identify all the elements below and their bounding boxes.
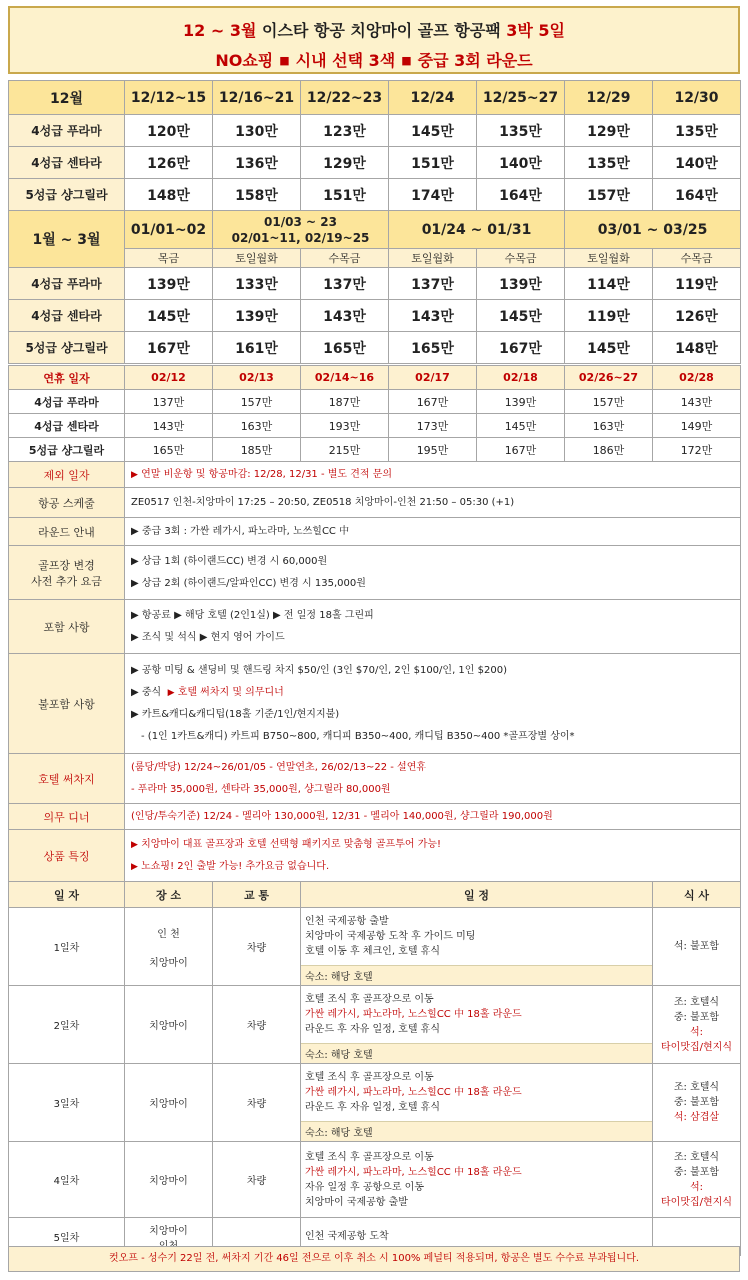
weekday-header: 목금 xyxy=(125,249,213,268)
holiday-price-table xyxy=(8,365,741,462)
price-cell: 140만 xyxy=(477,147,565,179)
price-cell: 187만 xyxy=(301,390,389,414)
place-cell: 치앙마이 xyxy=(125,1218,213,1256)
price-cell: 195만 xyxy=(389,438,477,462)
holiday-label: 연휴 일자 xyxy=(9,366,125,390)
jan-mar-price-table xyxy=(8,210,741,364)
arrow-icon: ▶ xyxy=(174,609,182,621)
date-header: 12/30 xyxy=(653,81,741,115)
hotel-name: 5성급 샹그릴라 xyxy=(9,332,125,364)
transport-cell: 차량 xyxy=(213,1064,301,1142)
price-cell: 148만 xyxy=(653,332,741,364)
meal-cell: 조: 호텔식 중: 불포함 석: 삼겹살 xyxy=(653,1064,741,1142)
price-cell: 193만 xyxy=(301,414,389,438)
price-cell: 139만 xyxy=(213,300,301,332)
day-label: 4일차 xyxy=(9,1142,125,1218)
hotel-name: 4성급 센타라 xyxy=(9,414,125,438)
meal-cell: 석: 불포함 xyxy=(653,908,741,986)
holiday-date: 02/17 xyxy=(389,366,477,390)
arrow-icon: ▶ xyxy=(131,631,139,643)
info-value: ▶ 공항 미팅 & 샌딩비 및 핸드링 차지 $50/인 (3인 $70/인, 2인 $100/인, 1인 $200) ▶ 중식 ▶ 호텔 써차지 및 의무디너 ▶ 카트&캐디&캐디팁(18홀 기준/1인/현지지불) - (1인 1카트&캐디) 카트피 B750~800, 캐디피 B350~400, 캐디팁 B350~400 *골프장별 상이* xyxy=(125,654,741,754)
price-cell: 136만 xyxy=(213,147,301,179)
place-cell: 치앙마이 xyxy=(125,1142,213,1218)
price-cell: 165만 xyxy=(389,332,477,364)
price-cell: 145만 xyxy=(389,115,477,147)
schedule-cell: 호텔 조식 후 골프장으로 이동 가싼 레가시, 파노라마, 노스힐CC 中 18홀 라운드 라운드 후 자유 일정, 호텔 휴식 숙소: 해당 호텔 xyxy=(301,1064,653,1142)
price-cell: 167만 xyxy=(389,390,477,414)
price-cell: 151만 xyxy=(301,179,389,211)
info-value: ZE0517 인천-치앙마이 17:25 – 20:50, ZE0518 치앙마이-인천 21:50 – 05:30 (+1) xyxy=(125,488,741,518)
holiday-date: 02/14~16 xyxy=(301,366,389,390)
date-header: 12/16~21 xyxy=(213,81,301,115)
day-label: 2일차 xyxy=(9,986,125,1064)
itinerary-header: 일 자 xyxy=(9,882,125,908)
place-cell: 인 천 치앙마이 xyxy=(125,908,213,986)
price-cell: 140만 xyxy=(653,147,741,179)
info-value: ▶ 상급 1회 (하이랜드CC) 변경 시 60,000원 ▶ 상급 2회 (하이랜드/알파인CC) 변경 시 135,000원 xyxy=(125,546,741,600)
info-value: ▶ 항공료 ▶ 해당 호텔 (2인1실) ▶ 전 일정 18홀 그린피 ▶ 조식 및 석식 ▶ 현지 영어 가이드 xyxy=(125,600,741,654)
day-label: 5일차 xyxy=(9,1218,125,1256)
info-key: 라운드 안내 xyxy=(9,518,125,546)
price-cell: 129만 xyxy=(565,115,653,147)
price-cell: 151만 xyxy=(389,147,477,179)
price-cell: 133만 xyxy=(213,268,301,300)
price-cell: 129만 xyxy=(301,147,389,179)
price-cell: 163만 xyxy=(565,414,653,438)
itinerary-header: 교 통 xyxy=(213,882,301,908)
schedule-cell: 인천 국제공항 도착 xyxy=(301,1218,653,1256)
holiday-date: 02/28 xyxy=(653,366,741,390)
price-cell: 130만 xyxy=(213,115,301,147)
price-cell: 145만 xyxy=(477,414,565,438)
weekday-header: 수목금 xyxy=(653,249,741,268)
info-key: 포함 사항 xyxy=(9,600,125,654)
info-key: 의무 디너 xyxy=(9,804,125,830)
date-header: 12/12~15 xyxy=(125,81,213,115)
arrow-icon: ▶ xyxy=(167,687,175,698)
price-cell: 174만 xyxy=(389,179,477,211)
weekday-header: 토일월화 xyxy=(389,249,477,268)
day-label: 1일차 xyxy=(9,908,125,986)
price-cell: 185만 xyxy=(213,438,301,462)
title-line-2: NO쇼핑 ■ 시내 선택 3색 ■ 중급 3회 라운드 xyxy=(215,51,533,70)
arrow-icon: ▶ xyxy=(131,686,139,698)
place-cell: 치앙마이 xyxy=(125,986,213,1064)
period-header: 01/03 ~ 23 02/01~11, 02/19~25 xyxy=(213,211,389,249)
price-cell: 149만 xyxy=(653,414,741,438)
info-value: ▶ 치앙마이 대표 골프장과 호텔 선택형 패키지로 맞춤형 골프투어 가능! ▶ 노쇼핑! 2인 출발 가능! 추가요금 없습니다. xyxy=(125,830,741,882)
price-cell: 145만 xyxy=(565,332,653,364)
arrow-icon: ▶ xyxy=(199,631,208,643)
info-value: ▶ 연말 비운항 및 항공마감: 12/28, 12/31 - 별도 견적 문의 xyxy=(125,462,741,488)
price-cell: 167만 xyxy=(477,438,565,462)
holiday-date: 02/18 xyxy=(477,366,565,390)
hotel-name: 5성급 샹그릴라 xyxy=(9,438,125,462)
itinerary-table xyxy=(8,881,741,1256)
arrow-icon: ▶ xyxy=(131,577,139,589)
price-cell: 119만 xyxy=(653,268,741,300)
title-line-1: 12 ~ 3월 이스타 항공 치앙마이 골프 항공팩 3박 5일 xyxy=(183,21,565,40)
hotel-name: 4성급 푸라마 xyxy=(9,115,125,147)
info-key: 항공 스케줄 xyxy=(9,488,125,518)
arrow-icon: ▶ xyxy=(131,555,139,567)
price-cell: 167만 xyxy=(477,332,565,364)
info-key: 상품 특징 xyxy=(9,830,125,882)
hotel-name: 4성급 푸라마 xyxy=(9,390,125,414)
info-key: 제외 일자 xyxy=(9,462,125,488)
product-info-table xyxy=(8,461,741,882)
period-header: 03/01 ~ 03/25 xyxy=(565,211,741,249)
title-banner xyxy=(8,6,740,74)
date-header: 12/22~23 xyxy=(301,81,389,115)
price-cell: 120만 xyxy=(125,115,213,147)
weekday-header: 수목금 xyxy=(301,249,389,268)
price-cell: 143만 xyxy=(125,414,213,438)
price-cell: 158만 xyxy=(213,179,301,211)
weekday-header: 토일월화 xyxy=(213,249,301,268)
price-cell: 161만 xyxy=(213,332,301,364)
price-cell: 139만 xyxy=(477,268,565,300)
schedule-cell: 호텔 조식 후 골프장으로 이동 가싼 레가시, 파노라마, 노스힐CC 中 18홀 라운드 라운드 후 자유 일정, 호텔 휴식 숙소: 해당 호텔 xyxy=(301,986,653,1064)
arrow-icon: ▶ xyxy=(131,664,139,676)
price-cell: 139만 xyxy=(125,268,213,300)
arrow-icon: ▶ xyxy=(131,525,139,537)
square-bullet-icon: ■ xyxy=(279,54,290,67)
holiday-date: 02/26~27 xyxy=(565,366,653,390)
info-value: ▶ 중급 3회 : 가싼 레가시, 파노라마, 노쓰힐CC 中 xyxy=(125,518,741,546)
hotel-name: 4성급 센타라 xyxy=(9,300,125,332)
price-cell: 173만 xyxy=(389,414,477,438)
date-header: 12/24 xyxy=(389,81,477,115)
price-cell: 126만 xyxy=(125,147,213,179)
price-cell: 164만 xyxy=(653,179,741,211)
weekday-header: 토일월화 xyxy=(565,249,653,268)
price-cell: 139만 xyxy=(477,390,565,414)
date-header: 12/29 xyxy=(565,81,653,115)
price-cell: 167만 xyxy=(125,332,213,364)
price-cell: 143만 xyxy=(653,390,741,414)
price-cell: 135만 xyxy=(653,115,741,147)
price-cell: 137만 xyxy=(301,268,389,300)
place-cell: 치앙마이 xyxy=(125,1064,213,1142)
cutoff-notice: 컷오프 - 성수기 22일 전, 써차지 기간 46일 전으로 이후 취소 시 100% 페널티 적용되며, 항공은 별도 수수료 부과됩니다. xyxy=(8,1246,740,1272)
price-cell: 215만 xyxy=(301,438,389,462)
schedule-cell: 인천 국제공항 출발 치앙마이 국제공항 도착 후 가이드 미팅 호텔 이동 후 체크인, 호텔 휴식 숙소: 해당 호텔 xyxy=(301,908,653,986)
december-price-table xyxy=(8,80,741,211)
price-cell: 165만 xyxy=(125,438,213,462)
holiday-date: 02/13 xyxy=(213,366,301,390)
price-cell: 137만 xyxy=(125,390,213,414)
arrow-icon: ▶ xyxy=(131,708,139,720)
price-cell: 135만 xyxy=(477,115,565,147)
month-label: 1월 ~ 3월 xyxy=(9,211,125,268)
price-cell: 172만 xyxy=(653,438,741,462)
transport-cell: 차량 xyxy=(213,1142,301,1218)
day-label: 3일차 xyxy=(9,1064,125,1142)
period-header: 01/01~02 xyxy=(125,211,213,249)
price-cell: 157만 xyxy=(565,179,653,211)
date-header: 12/25~27 xyxy=(477,81,565,115)
info-value: (인당/투숙기준) 12/24 - 멜리아 130,000원, 12/31 - 멜리아 140,000원, 샹그릴라 190,000원 xyxy=(125,804,741,830)
price-cell: 143만 xyxy=(301,300,389,332)
price-cell: 165만 xyxy=(301,332,389,364)
schedule-cell: 호텔 조식 후 골프장으로 이동 가싼 레가시, 파노라마, 노스힐CC 中 18홀 라운드 자유 일정 후 공항으로 이동 치앙마이 국제공항 출발 xyxy=(301,1142,653,1218)
arrow-icon: ▶ xyxy=(273,609,281,621)
itinerary-header: 식 사 xyxy=(653,882,741,908)
price-cell: 157만 xyxy=(565,390,653,414)
price-cell: 126만 xyxy=(653,300,741,332)
price-cell: 143만 xyxy=(389,300,477,332)
price-cell: 123만 xyxy=(301,115,389,147)
hotel-name: 4성급 센타라 xyxy=(9,147,125,179)
price-cell: 119만 xyxy=(565,300,653,332)
holiday-date: 02/12 xyxy=(125,366,213,390)
month-label: 12월 xyxy=(9,81,125,115)
price-cell: 145만 xyxy=(125,300,213,332)
arrow-icon: ▶ xyxy=(131,609,139,621)
itinerary-header: 장 소 xyxy=(125,882,213,908)
meal-cell: 조: 호텔식 중: 불포함 석: 타이맛집/현지식 xyxy=(653,1142,741,1218)
price-cell: 114만 xyxy=(565,268,653,300)
info-value: (룸당/박당) 12/24~26/01/05 - 연말연초, 26/02/13~22 - 설연휴 - 푸라마 35,000원, 센타라 35,000원, 샹그릴라 80,000원 xyxy=(125,754,741,804)
price-cell: 157만 xyxy=(213,390,301,414)
price-cell: 137만 xyxy=(389,268,477,300)
weekday-header: 수목금 xyxy=(477,249,565,268)
arrow-icon: ▶ xyxy=(131,839,138,850)
transport-cell: 차량 xyxy=(213,908,301,986)
price-cell: 164만 xyxy=(477,179,565,211)
square-bullet-icon: ■ xyxy=(401,54,412,67)
itinerary-header: 일 정 xyxy=(301,882,653,908)
period-header: 01/24 ~ 01/31 xyxy=(389,211,565,249)
arrow-icon: ▶ xyxy=(131,469,138,480)
info-key: 호텔 써차지 xyxy=(9,754,125,804)
hotel-name: 5성급 샹그릴라 xyxy=(9,179,125,211)
transport-cell: 차량 xyxy=(213,986,301,1064)
info-key: 불포함 사항 xyxy=(9,654,125,754)
price-cell: 135만 xyxy=(565,147,653,179)
price-cell: 163만 xyxy=(213,414,301,438)
price-cell: 186만 xyxy=(565,438,653,462)
hotel-name: 4성급 푸라마 xyxy=(9,268,125,300)
meal-cell: 조: 호텔식 중: 불포함 석: 타이맛집/현지식 xyxy=(653,986,741,1064)
arrow-icon: ▶ xyxy=(131,861,138,872)
info-key: 골프장 변경 사전 추가 요금 xyxy=(9,546,125,600)
price-cell: 145만 xyxy=(477,300,565,332)
price-cell: 148만 xyxy=(125,179,213,211)
